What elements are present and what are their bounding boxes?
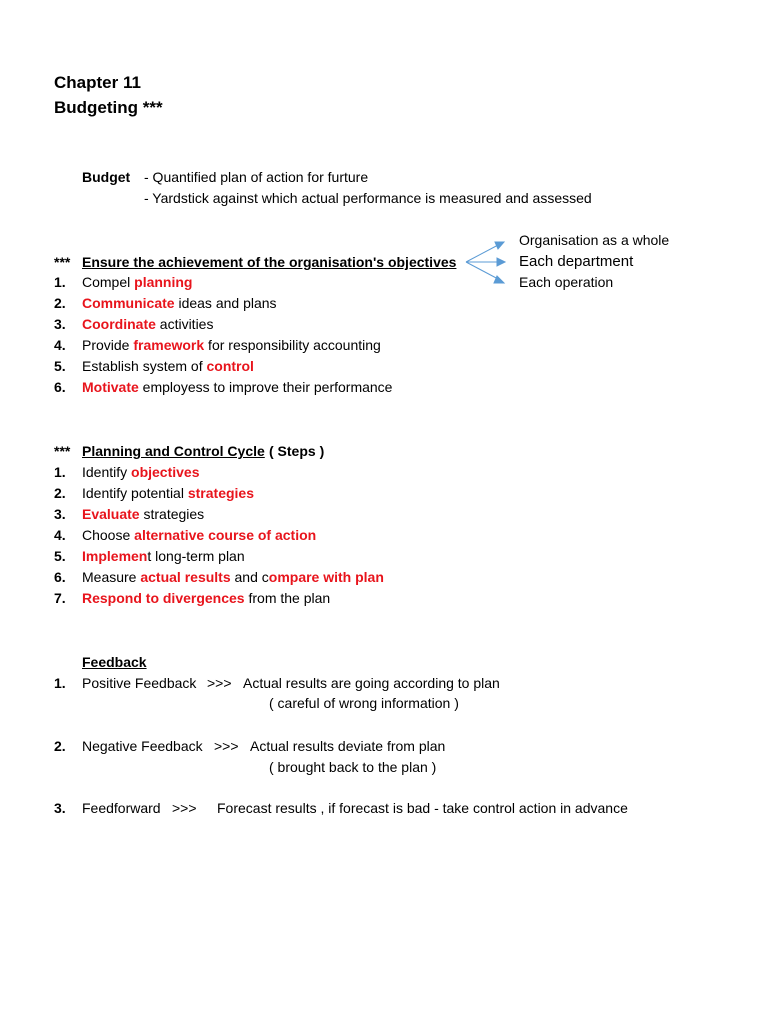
feedback-label: Positive Feedback [82,675,197,691]
list-item: 2. [54,485,66,501]
list-item-text: Evaluate strategies [82,506,205,522]
list-item-text: Motivate employess to improve their performance [82,379,393,395]
objective-arrows [466,242,505,283]
list-item: 4. [54,337,66,353]
list-item-text: Coordinate activities [82,316,214,332]
target-department: Each department [519,253,634,270]
target-operation: Each operation [519,274,614,290]
list-item-text: Provide framework for responsibility accounting [82,337,381,353]
list-item: 6. [54,569,66,585]
list-item-text: Compel planning [82,274,193,290]
target-organisation: Organisation as a whole [519,232,670,248]
budget-definition-1: - Quantified plan of action for furture [144,169,369,185]
list-item-text: Identify objectives [82,464,200,480]
feedback-num: 3. [54,800,66,816]
list-item: 3. [54,316,66,332]
feedback-note: ( careful of wrong information ) [269,695,459,711]
list-item-text: Establish system of control [82,358,254,374]
feedback-note: ( brought back to the plan ) [269,759,437,775]
feedback-text: Actual results deviate from plan [250,738,446,754]
list-item: 6. [54,379,66,395]
cycle-heading: Planning and Control Cycle [82,443,265,459]
list-item-text: Respond to divergences from the plan [82,590,331,606]
feedback-arrow: >>> [207,675,232,691]
list-item: 2. [54,295,66,311]
budget-label: Budget [82,169,131,185]
objectives-stars: *** [54,254,71,270]
cycle-stars: *** [54,443,71,459]
feedback-arrow: >>> [172,800,197,816]
feedback-label: Negative Feedback [82,738,203,754]
objectives-heading: Ensure the achievement of the organisation's objectives [82,254,457,270]
list-item-text: Communicate ideas and plans [82,295,277,311]
list-item-text: Measure actual results and compare with plan [82,569,384,585]
chapter-title: Chapter 11 [54,73,141,92]
feedback-text: Actual results are going according to plan [243,675,500,691]
list-item: 1. [54,464,66,480]
budget-definition-2: - Yardstick against which actual performance is measured and assessed [144,190,592,206]
list-item: 1. [54,274,66,290]
feedback-num: 1. [54,675,66,691]
cycle-steps-label: ( Steps ) [269,443,325,459]
feedback-text: Forecast results , if forecast is bad - take control action in advance [217,800,628,816]
feedback-heading: Feedback [82,654,147,670]
list-item: 7. [54,590,66,606]
list-item: 5. [54,358,66,374]
feedback-num: 2. [54,738,66,754]
feedback-arrow: >>> [214,738,239,754]
feedback-label: Feedforward [82,800,161,816]
list-item: 5. [54,548,66,564]
list-item-text: Choose alternative course of action [82,527,317,543]
list-item-text: Identify potential strategies [82,485,255,501]
list-item: 4. [54,527,66,543]
list-item: 3. [54,506,66,522]
list-item-text: Implement long-term plan [82,548,245,564]
topic-title: Budgeting *** [54,98,163,117]
